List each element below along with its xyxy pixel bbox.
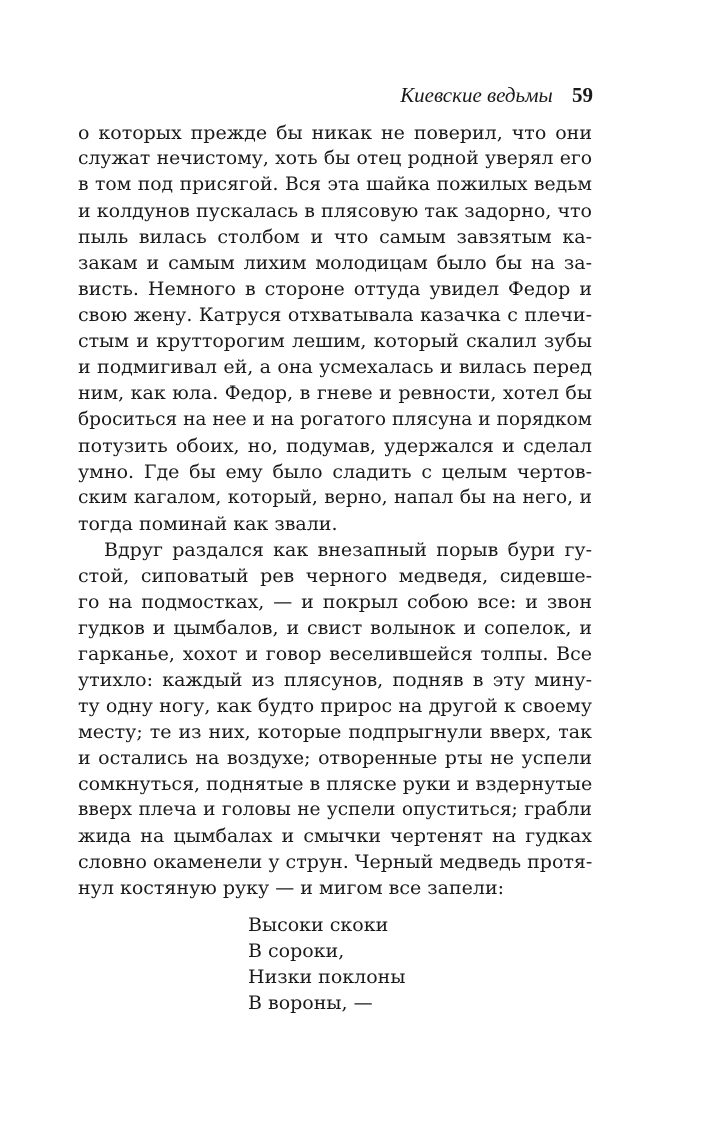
text-line: нул костяную руку — и мигом все запели: <box>78 877 505 900</box>
text-line: потузить обоих, но, подумав, удержался и сделал <box>78 434 592 457</box>
text-line: в том под присягой. Вся эта шайка пожилых ведьм <box>78 174 592 196</box>
text-line: стой, сиповатый рев черного медведя, сидевше- <box>78 564 592 587</box>
text-line: о которых прежде бы никак не поверил, что они <box>78 122 592 144</box>
text-line: служат нечистому, хоть бы отец родной уверял его <box>78 148 592 170</box>
text-line: и подмигивал ей, а она усмехалась и вилась перед <box>78 356 592 379</box>
text-line: ским кагалом, который, верно, напал бы на него, и <box>78 486 592 508</box>
page-number: 59 <box>572 83 593 107</box>
text-line: висть. Немного в стороне оттуда увидел Федор и <box>78 278 592 301</box>
text-line: стым и крутторогим лешим, который скалил зубы <box>78 330 592 353</box>
text-line: ним, как юла. Федор, в гневе и ревности, хотел бы <box>78 382 592 405</box>
verse-line: В сороки, <box>248 940 345 962</box>
verse-line: Низки поклоны <box>248 966 406 988</box>
text-line: гарканье, хохот и говор веселившейся толпы. Все <box>78 642 592 665</box>
text-line: гудков и цымбалов, и свист волынок и сопелок, и <box>78 616 592 639</box>
text-line: броситься на нее и на рогатого плясуна и порядком <box>78 408 592 430</box>
text-line: жида на цымбалах и смычки чертенят на гудках <box>78 825 592 848</box>
verse-line: В вороны, — <box>248 992 373 1014</box>
text-line: словно окаменели у струн. Черный медведь протя- <box>78 851 593 874</box>
text-line: ту одну ногу, как будто прирос на другой к своему <box>78 695 592 718</box>
text-line: тогда поминай как звали. <box>78 512 338 535</box>
text-line: свою жену. Катруся отхватывала казачка с плечи- <box>78 304 592 327</box>
text-line: го на подмостках, — и покрыл собою все: и звон <box>78 590 592 613</box>
text-line: утихло: каждый из плясунов, подняв в эту мину- <box>78 668 592 691</box>
text-line: умно. Где бы ему было сладить с целым чертов- <box>78 460 592 483</box>
paragraph-2 <box>78 537 592 902</box>
text-line: пыль вилась столбом и что самым завзятым ка- <box>78 226 592 249</box>
body-text <box>78 120 592 901</box>
text-line: и остались на воздухе; отворенные рты не успели <box>78 747 592 770</box>
text-line: Вдруг раздался как внезапный порыв бури гу- <box>104 538 592 561</box>
verse-stanza <box>248 912 405 1016</box>
verse-line: Высоки скоки <box>248 914 389 936</box>
text-line: вверх плеча и головы не успели опуститься; грабли <box>78 799 592 821</box>
paragraph-1 <box>78 120 592 537</box>
running-header <box>400 82 593 108</box>
text-line: сомкнуться, поднятые в пляске руки и вздернутые <box>78 773 593 796</box>
chapter-title: Киевские ведьмы <box>400 83 553 107</box>
text-line: месту; те из них, которые подпрыгнули вверх, так <box>78 721 592 744</box>
text-line: и колдунов пускалась в плясовую так задорно, что <box>78 200 592 223</box>
text-line: закам и самым лихим молодицам было бы на за- <box>78 252 592 275</box>
